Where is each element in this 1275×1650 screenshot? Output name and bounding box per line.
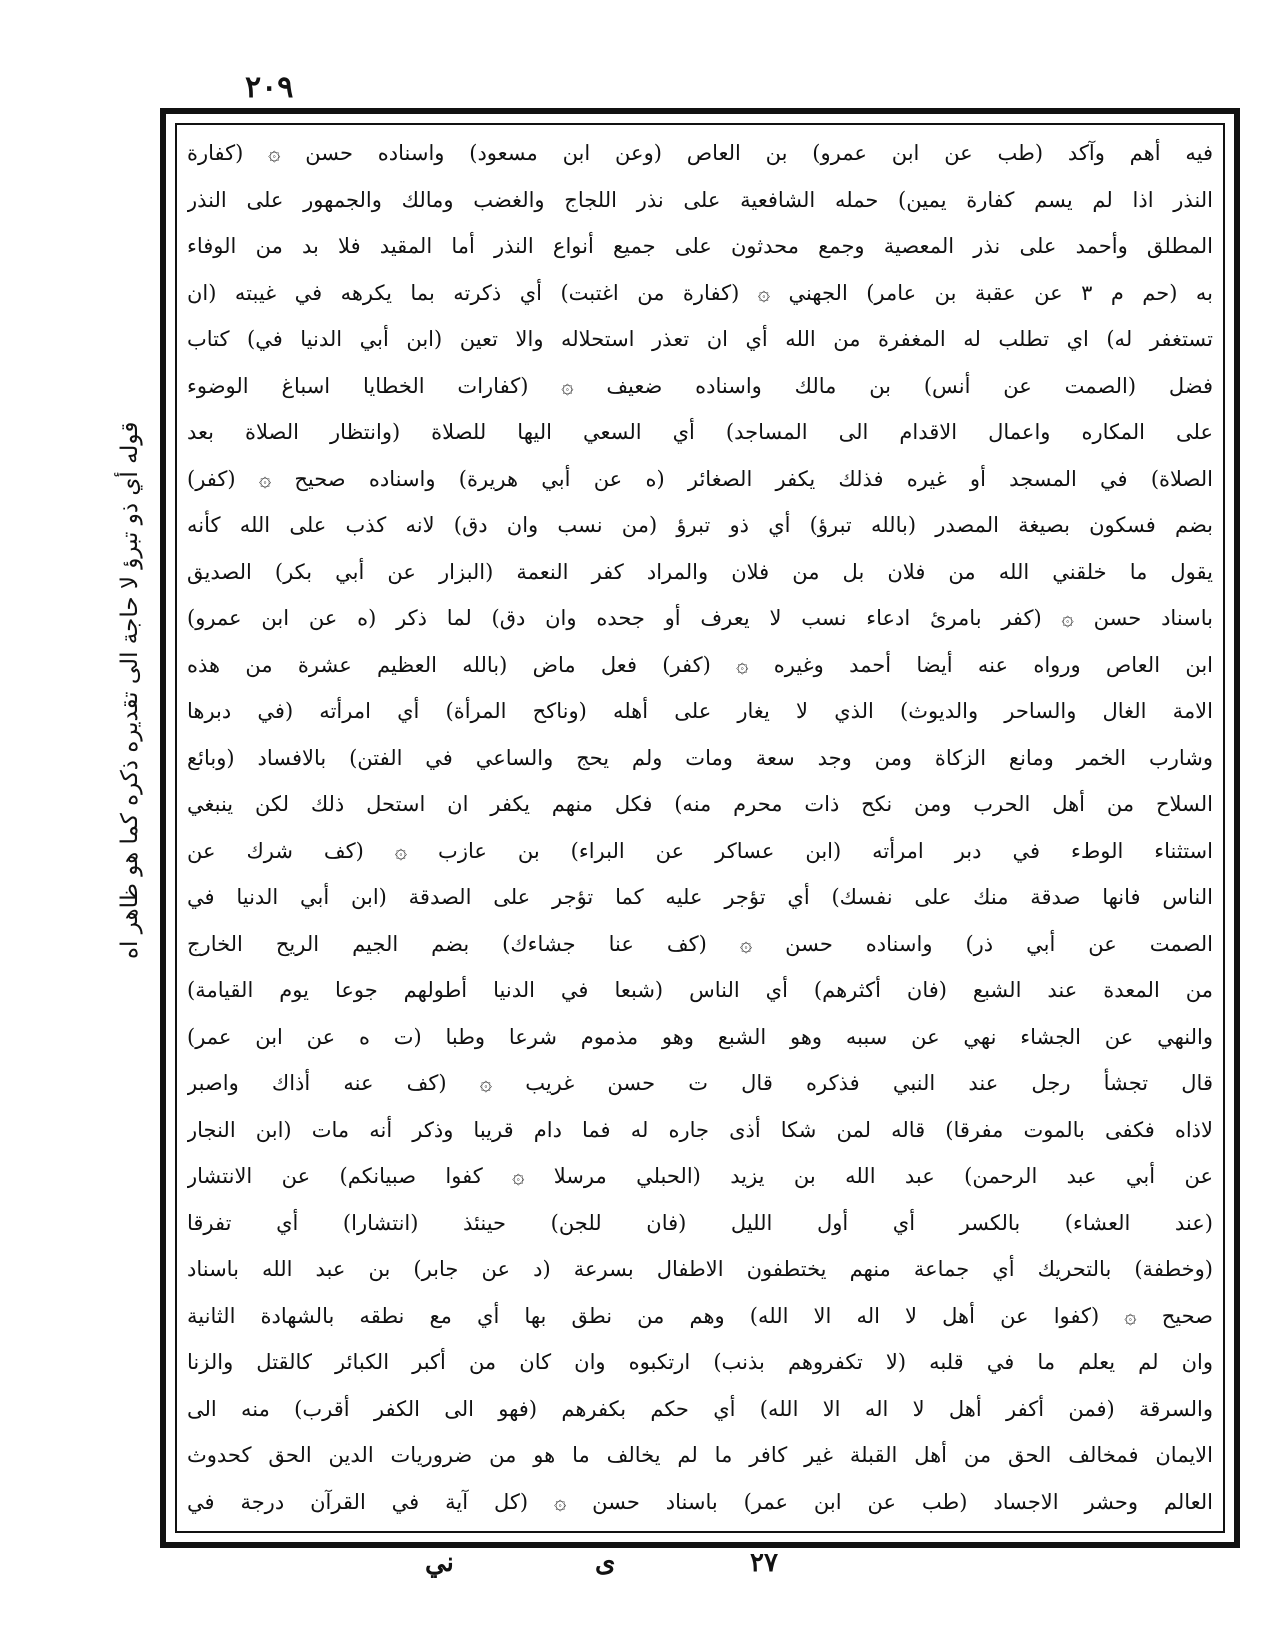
text-line: فيه أهم وآكد (طب عن ابن عمرو) بن العاص (وعن ابن مسعود) واسناده حسن ۞ (كفارة: [187, 141, 1213, 165]
text-line: به (حم م ٣ عن عقبة بن عامر) الجهني ۞ (كفارة من اغتبت) أي ذكرته بما يكرهه في غيبته (ان: [187, 280, 1213, 305]
text-line: استثناء الوطء في دبر امرأته (ابن عساكر عن البراء) بن عازب ۞ (كف شرك عن: [187, 838, 1213, 863]
text-line: السلاح من أهل الحرب ومن نكح ذات محرم منه) فكل منهم يكفر ان استحل ذلك لكن ينبغي: [187, 792, 1213, 816]
text-line: الايمان فمخالف الحق من أهل القبلة غير كافر ما لم يخالف ما هو من ضروريات الدين الحق كحدوث: [187, 1443, 1213, 1467]
footer-mark-center: ى: [595, 1548, 616, 1578]
text-line: باسناد حسن ۞ (كفر بامرئ ادعاء نسب لا يعرف أو جحده وان دق) لما ذكر (ه عن ابن عمرو): [187, 606, 1213, 630]
footer-signature: ٢٧: [750, 1548, 778, 1578]
text-line: لاذاه فكفى بالموت مفرقا) قاله لمن شكا أذى جاره له فما دام قريبا وذكر أنه مات (ابن النجار: [187, 1117, 1213, 1142]
text-line: عن أبي عبد الرحمن) عبد الله بن يزيد (الحبلي مرسلا ۞ كفوا صبيانكم) عن الانتشار: [187, 1164, 1213, 1188]
text-line: المطلق وأحمد على نذر المعصية وجمع محدثون على جميع أنواع النذر أما المقيد فلا بد من الوفاء: [187, 234, 1213, 258]
text-line: النذر اذا لم يسم كفارة يمين) حمله الشافعية على نذر اللجاج والغضب ومالك والجمهور على النذر: [187, 187, 1213, 212]
text-line: بضم فسكون بصيغة المصدر (بالله تبرؤ) أي ذو تبرؤ (من نسب وان دق) لانه كذب على الله كأنه: [187, 513, 1213, 537]
text-line: (عند العشاء) بالكسر أي أول الليل (فان للجن) حينئذ (انتشارا) أي تفرقا: [187, 1210, 1213, 1235]
text-line: (وخطفة) بالتحريك أي جماعة منهم يختطفون الاطفال بسرعة (د عن جابر) بن عبد الله باسناد: [187, 1257, 1213, 1281]
text-line: فضل (الصمت عن أنس) بن مالك واسناده ضعيف ۞ (كفارات الخطايا اسباغ الوضوء: [187, 373, 1213, 398]
text-line: العالم وحشر الاجساد (طب عن ابن عمر) باسناد حسن ۞ (كل آية في القرآن درجة في: [187, 1489, 1213, 1514]
margin-note: قوله أي ذو تبرؤ لا حاجة الى تقديره ذكره كما هو ظاهر اه: [117, 421, 143, 959]
page-number: ٢٠٩: [245, 70, 294, 105]
text-line: وان لم يعلم ما في قلبه (لا تكفروهم بذنب) ارتكبوه وان كان من أكبر الكبائر كالقتل والزنا: [187, 1350, 1213, 1374]
text-line: والسرقة (فمن أكفر أهل لا اله الا الله) أي حكم بكفرهم (فهو الى الكفر أقرب) منه الى: [187, 1396, 1213, 1421]
text-line: الناس فانها صدقة منك على نفسك) أي تؤجر عليه كما تؤجر على الصدقة (ابن أبي الدنيا في: [187, 885, 1213, 909]
text-line: تستغفر له) اي تطلب له المغفرة من الله أي ان تعذر استحلاله والا تعين (ابن أبي الدنيا في) كتاب: [187, 327, 1213, 351]
main-text-block: [187, 130, 1213, 1525]
text-line: يقول ما خلقني الله من فلان بل من فلان والمراد كفر النعمة (البزار عن أبي بكر) الصديق: [187, 559, 1213, 584]
text-line: الصمت عن أبي ذر) واسناده حسن ۞ (كف عنا جشاءك) بضم الجيم الريح الخارج: [187, 931, 1213, 956]
text-line: صحيح ۞ (كفوا عن أهل لا اله الا الله) وهم من نطق بها أي مع نطقه بالشهادة الثانية: [187, 1303, 1213, 1328]
text-line: على المكاره واعمال الاقدام الى المساجد) أي السعي اليها للصلاة (وانتظار الصلاة بعد: [187, 420, 1213, 444]
text-line: قال تجشأ رجل عند النبي فذكره قال ت حسن غريب ۞ (كف عنه أذاك واصبر: [187, 1071, 1213, 1095]
footer-mark-left: ني: [425, 1548, 454, 1578]
text-line: الامة الغال والساحر والديوث) الذي لا يغار على أهله (وناكح المرأة) أي امرأته (في دبرها: [187, 699, 1213, 723]
text-line: من المعدة عند الشبع (فان أكثرهم) أي الناس (شبعا في الدنيا أطولهم جوعا يوم القيامة): [187, 978, 1213, 1002]
text-line: ابن العاص ورواه عنه أيضا أحمد وغيره ۞ (كفر) فعل ماض (بالله العظيم عشرة من هذه: [187, 652, 1213, 677]
text-line: والنهي عن الجشاء نهي عن سببه وهو الشبع وهو مذموم شرعا وطبا (ت ه عن ابن عمر): [187, 1024, 1213, 1049]
text-line: وشارب الخمر ومانع الزكاة ومن وجد سعة ومات ولم يحج والساعي في الفتن) بالافساد (وبائع: [187, 745, 1213, 770]
text-line: الصلاة) في المسجد أو غيره فذلك يكفر الصغائر (ه عن أبي هريرة) واسناده صحيح ۞ (كفر): [187, 466, 1213, 491]
